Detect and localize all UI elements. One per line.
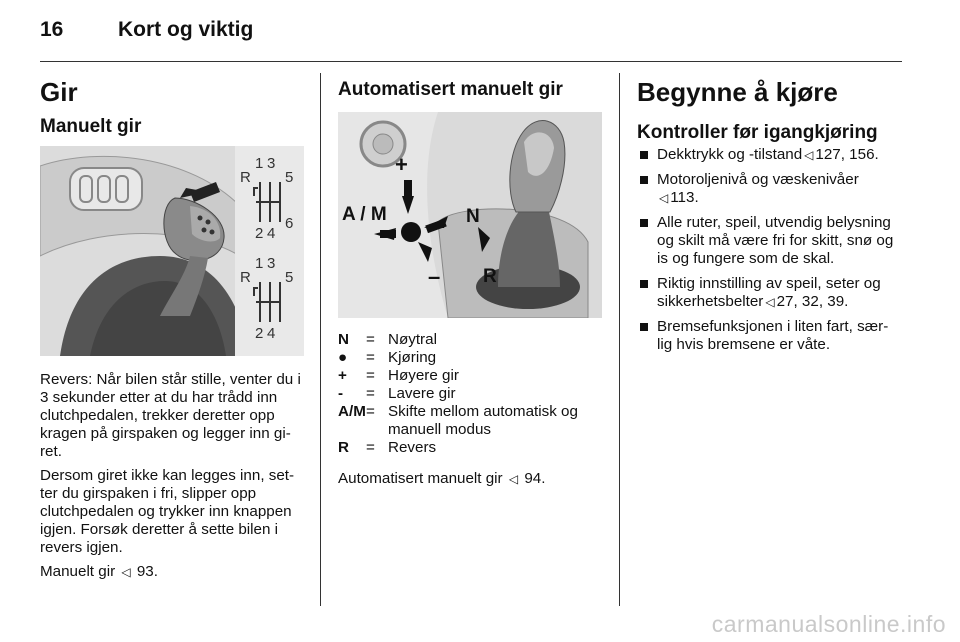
legend-text: Lavere gir	[388, 385, 456, 402]
subheading-manual: Manuelt gir	[40, 116, 142, 137]
section-heading-gir: Gir	[40, 77, 78, 107]
page-number: 16	[40, 18, 64, 41]
legend-eq: =	[366, 367, 375, 384]
label-am: A / M	[342, 204, 387, 225]
manual-gear-drawing	[40, 146, 304, 356]
paragraph-reverse: Revers: Når bilen står stille, venter du i 3 sekunder etter at du har trådd inn clutchpedalen, trekker deretter opp kragen på girspaken og legger inn gi-ret.	[40, 371, 301, 460]
reference-arrow-icon: ◁	[508, 472, 519, 486]
chapter-title: Kort og viktig	[118, 18, 254, 41]
reference-automated-gear	[338, 470, 608, 488]
legend-eq: =	[366, 439, 375, 456]
gate-label-3: 3	[267, 155, 276, 172]
check-text: Riktig innstilling av speil, seter og sikkerhetsbelter	[657, 275, 881, 310]
gate-label-5: 5	[285, 169, 294, 186]
column-divider-2	[619, 73, 620, 606]
legend-symbol: +	[338, 367, 347, 384]
middle-column	[338, 79, 608, 101]
check-item	[637, 318, 903, 354]
check-item	[637, 275, 903, 311]
legend-symbol: N	[338, 331, 349, 348]
bullet-square-icon	[640, 219, 648, 227]
gate-label-1: 1	[255, 155, 264, 172]
legend-row-mode	[338, 403, 608, 439]
check-text: Dekktrykk og -tilstand	[657, 146, 803, 163]
legend-symbol: R	[338, 439, 349, 456]
gate-label-4: 4	[267, 225, 276, 242]
reference-arrow-icon: ◁	[765, 295, 775, 309]
label-n: N	[466, 206, 480, 227]
gate-label-2-2: 2	[255, 325, 264, 342]
middle-reference	[338, 470, 608, 494]
label-plus: +	[395, 152, 408, 177]
gate-label-3-2: 3	[267, 255, 276, 272]
check-text: Alle ruter, speil, utvendig belysning og skilt må være fri for skitt, snø og is og fungere som de skal.	[657, 214, 894, 267]
legend-row-drive	[338, 349, 608, 367]
right-column	[637, 77, 903, 361]
legend-row-neutral	[338, 331, 608, 349]
check-text: Motoroljenivå og væskenivåer	[657, 171, 859, 188]
legend-text: Høyere gir	[388, 367, 459, 384]
paragraph-retry: Dersom giret ikke kan legges inn, set-ter du girspaken i fri, slipper opp clutchpedalen og trykker inn knappen igjen. Forsøk deretter å sette bilen i revers igjen.	[40, 467, 295, 556]
legend-text: Revers	[388, 439, 437, 456]
manual-gear-illustration	[40, 146, 304, 356]
legend-eq: =	[366, 385, 375, 402]
ref-text: Automatisert manuelt gir	[338, 470, 503, 487]
legend-eq: =	[366, 331, 375, 348]
automated-gear-drawing	[338, 112, 602, 318]
reference-arrow-icon: ◁	[659, 191, 669, 205]
check-item	[637, 146, 903, 164]
bullet-square-icon	[640, 176, 648, 184]
ref-page: 93.	[136, 563, 158, 580]
heading-start-driving: Begynne å kjøre	[637, 77, 838, 107]
legend-text: Skifte mellom automatisk og manuell modus	[388, 403, 578, 438]
gate-label-1-2: 1	[255, 255, 264, 272]
gate-label-r-2: R	[240, 269, 251, 286]
gate-label-6: 6	[285, 215, 294, 232]
bullet-square-icon	[640, 323, 648, 331]
ref-page: 94.	[524, 470, 546, 487]
legend-eq: =	[366, 349, 375, 366]
check-item	[637, 214, 903, 268]
label-minus: –	[428, 264, 441, 289]
gate-label-5-2: 5	[285, 269, 294, 286]
legend-row-downshift	[338, 385, 608, 403]
ref-text: Manuelt gir	[40, 563, 116, 580]
legend-text: Nøytral	[388, 331, 437, 348]
legend-symbol: -	[338, 385, 344, 402]
gate-label-2: 2	[255, 225, 264, 242]
left-column	[40, 77, 304, 138]
check-list	[637, 146, 903, 354]
bullet-square-icon	[640, 151, 648, 159]
check-item	[637, 171, 903, 207]
bullet-square-icon	[640, 280, 648, 288]
gate-label-r: R	[240, 169, 251, 186]
reference-manual-gear	[40, 563, 306, 581]
automated-gear-illustration	[338, 112, 602, 318]
legend-row-reverse	[338, 439, 608, 457]
column-divider-1	[320, 73, 321, 606]
heading-automated-manual: Automatisert manuelt gir	[338, 79, 563, 100]
legend-symbol: A/M	[338, 403, 366, 420]
check-refs: 27, 32, 39.	[776, 293, 849, 310]
check-refs: 113.	[670, 189, 699, 206]
header-rule	[40, 61, 902, 62]
check-text: Bremsefunksjonen i liten fart, sær-lig hvis bremsene er våte.	[657, 318, 889, 353]
check-refs: 127, 156.	[815, 146, 879, 163]
label-r: R	[483, 266, 497, 287]
watermark: carmanualsonline.info	[711, 611, 946, 637]
left-text	[40, 371, 306, 587]
legend-symbol: ●	[338, 349, 348, 366]
gate-label-4-2: 4	[267, 325, 276, 342]
legend-eq: =	[366, 403, 375, 420]
reference-arrow-icon: ◁	[121, 565, 131, 579]
legend-row-upshift	[338, 367, 608, 385]
subheading-checks: Kontroller før igangkjøring	[637, 122, 878, 143]
legend-text: Kjøring	[388, 349, 437, 366]
gear-legend	[338, 331, 608, 457]
reference-arrow-icon: ◁	[804, 148, 814, 162]
